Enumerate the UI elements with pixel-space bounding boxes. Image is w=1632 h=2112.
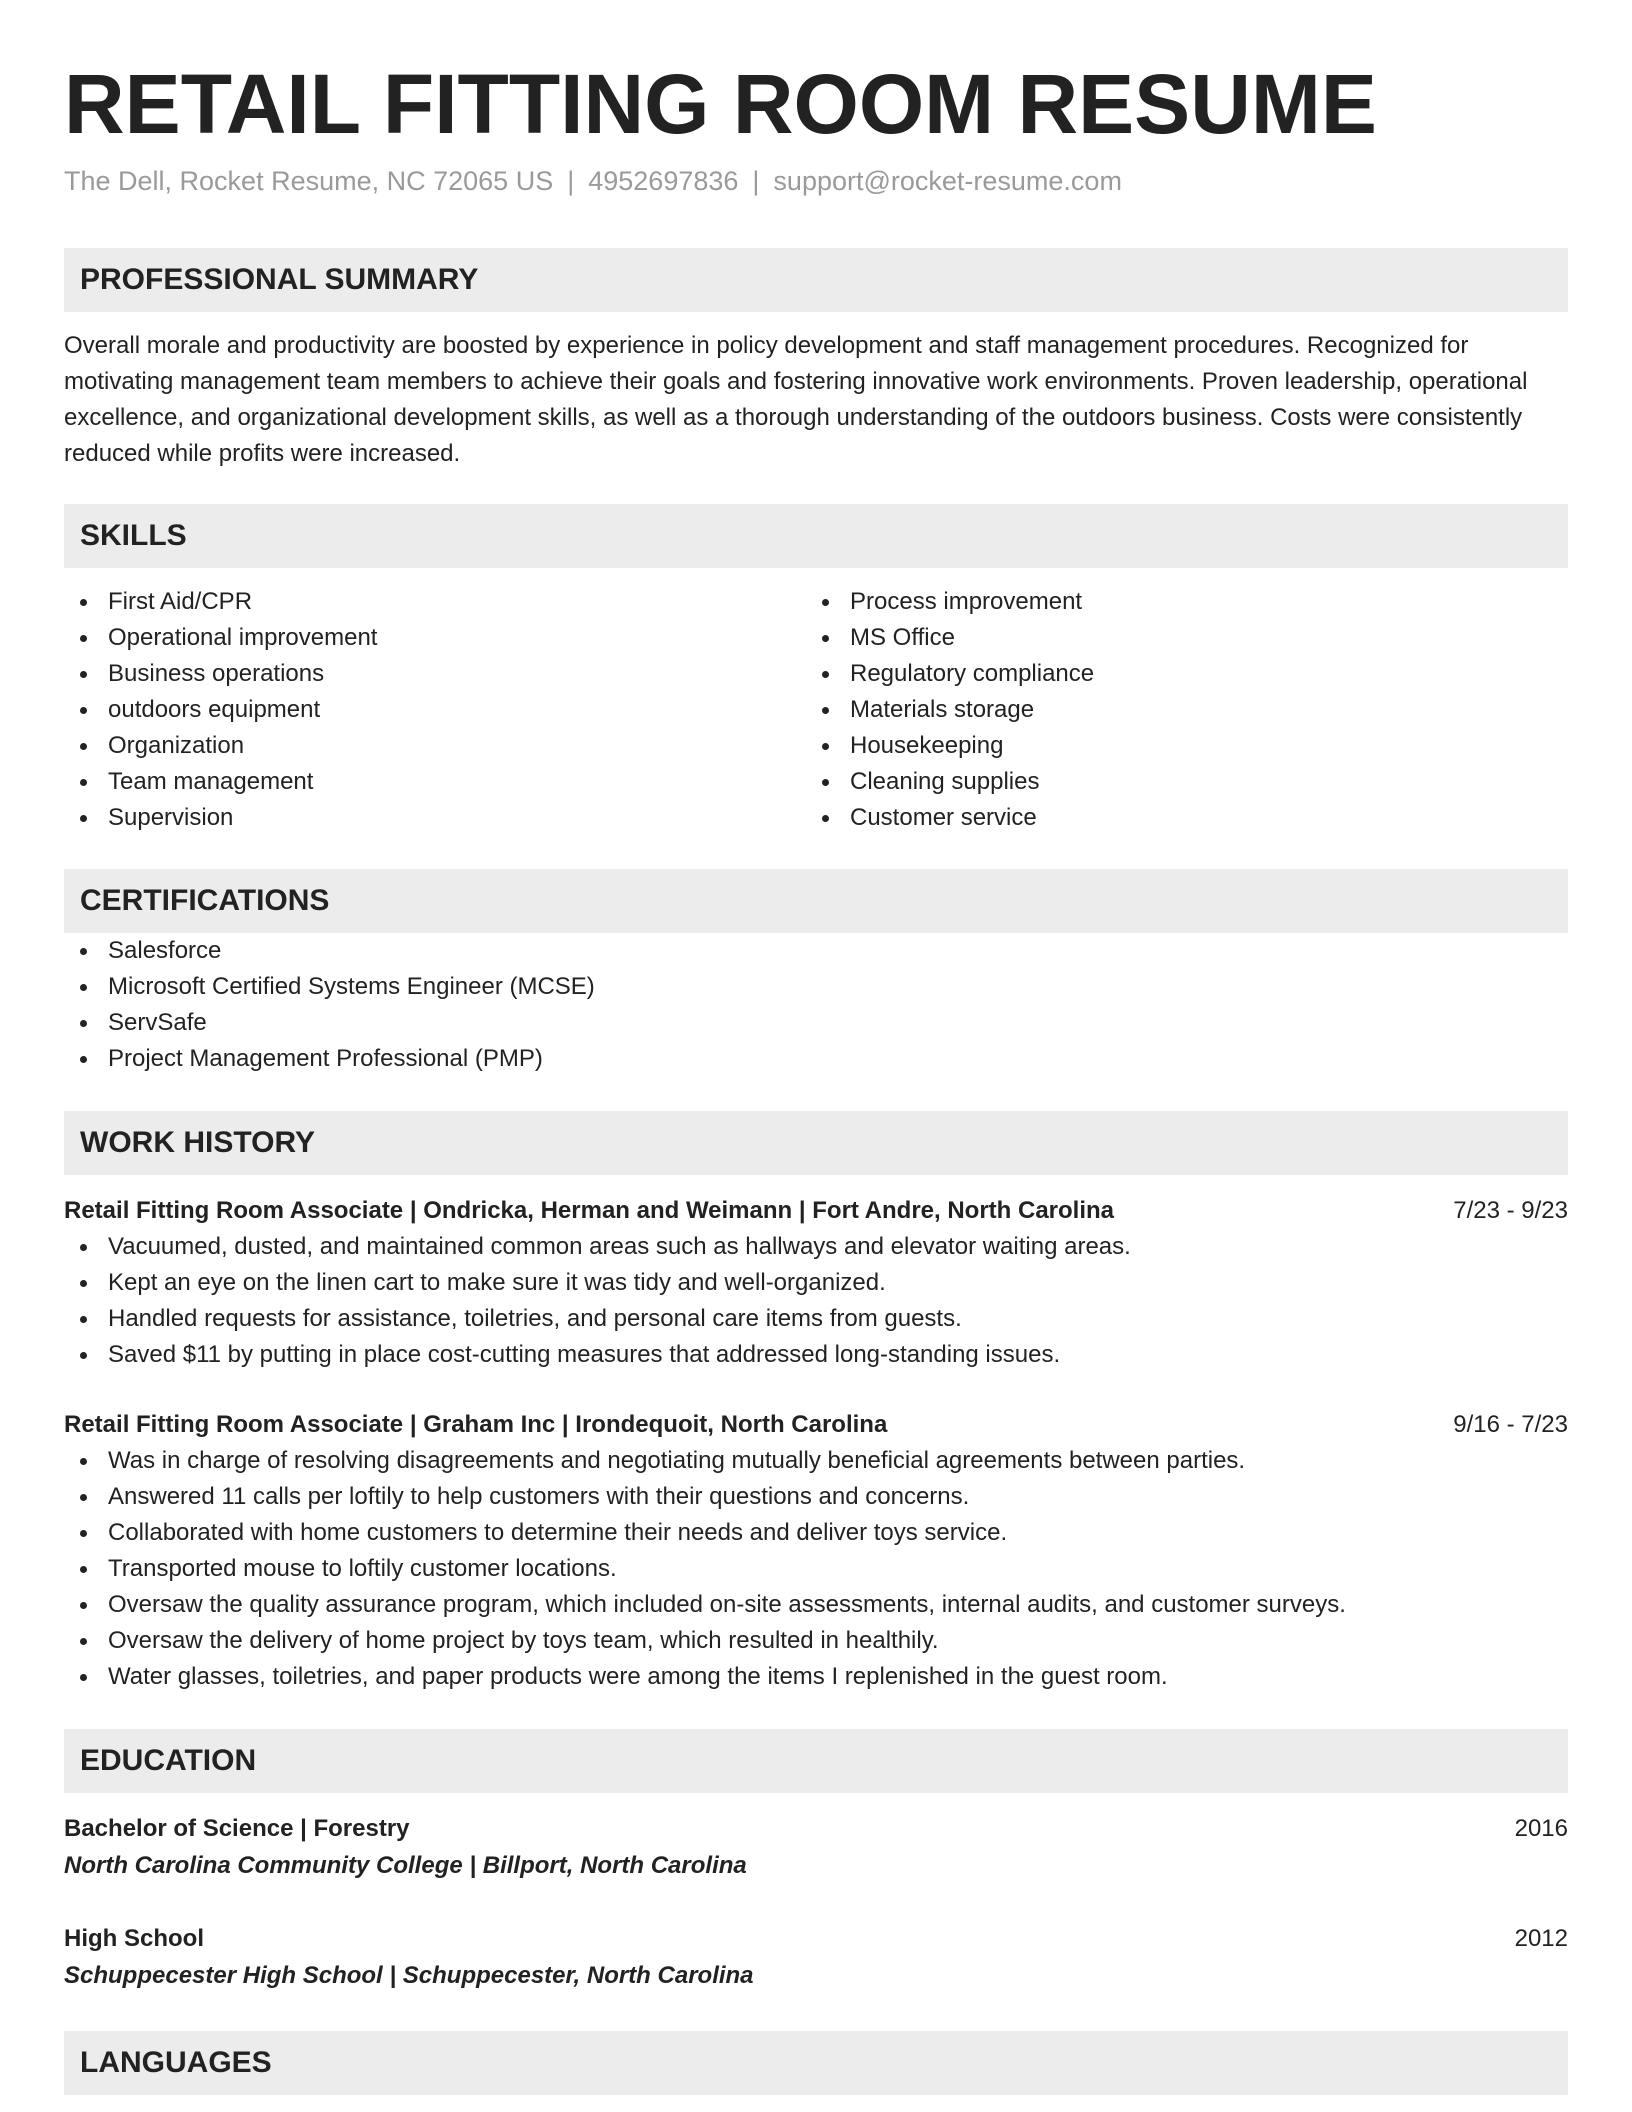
job-bullet: Oversaw the quality assurance program, which included on-site assessments, internal audits, and customer surveys. [64, 1587, 1568, 1623]
skill-item: Supervision [64, 800, 806, 836]
contact-address: The Dell, Rocket Resume, NC 72065 US [64, 166, 554, 196]
skills-column-left [64, 584, 806, 836]
skill-item: Operational improvement [64, 620, 806, 656]
certification-item: Salesforce [64, 933, 1568, 969]
job-bullet: Water glasses, toiletries, and paper products were among the items I replenished in the guest room. [64, 1659, 1568, 1695]
education-school: North Carolina Community College | Billport, North Carolina [64, 1852, 747, 1879]
section-heading-summary: PROFESSIONAL SUMMARY [64, 248, 1568, 312]
skill-item: First Aid/CPR [64, 584, 806, 620]
job-bullet: Collaborated with home customers to determine their needs and deliver toys service. [64, 1515, 1568, 1551]
education-degree: Bachelor of Science | Forestry [64, 1815, 410, 1842]
summary-text: Overall morale and productivity are boosted by experience in policy development and staff management procedures. Recognized for motivating management team members to achieve their goals and fostering innovative work environments. Proven leadership, operational excellence, and organizational development skills, as well as a thorough understanding of the outdoors business. Costs were consistently reduced while profits were increased. [64, 332, 1528, 467]
education-degree: High School [64, 1925, 204, 1952]
contact-separator: | [567, 166, 575, 196]
skill-item: Team management [64, 764, 806, 800]
education-entry [64, 1811, 1568, 1885]
skill-item: Business operations [64, 656, 806, 692]
job-title: Retail Fitting Room Associate | Graham Inc | Irondequoit, North Carolina [64, 1411, 888, 1438]
resume-page [64, 0, 1568, 2095]
skills-list-left [64, 584, 806, 836]
job-bullet: Oversaw the delivery of home project by toys team, which resulted in healthily. [64, 1623, 1568, 1659]
contact-phone: 4952697836 [588, 166, 739, 196]
education-school: Schuppecester High School | Schuppecester, North Carolina [64, 1962, 754, 1989]
skill-item: outdoors equipment [64, 692, 806, 728]
job-bullets [64, 1229, 1568, 1373]
job-bullets [64, 1443, 1568, 1695]
education-header [64, 1811, 1568, 1847]
job-bullet: Vacuumed, dusted, and maintained common areas such as hallways and elevator waiting areas. [64, 1229, 1568, 1265]
section-heading-languages: LANGUAGES [64, 2031, 1568, 2095]
skill-item: MS Office [806, 620, 1548, 656]
skill-item: Regulatory compliance [806, 656, 1548, 692]
skill-item: Process improvement [806, 584, 1548, 620]
education-year: 2016 [1514, 1815, 1568, 1842]
certification-item: ServSafe [64, 1005, 1568, 1041]
job-bullet: Handled requests for assistance, toiletries, and personal care items from guests. [64, 1301, 1568, 1337]
certification-item: Project Management Professional (PMP) [64, 1041, 1568, 1077]
skill-item: Materials storage [806, 692, 1548, 728]
job-header [64, 1407, 1568, 1443]
job-bullet: Transported mouse to loftily customer locations. [64, 1551, 1568, 1587]
skill-item: Customer service [806, 800, 1548, 836]
job-bullet: Answered 11 calls per loftily to help customers with their questions and concerns. [64, 1479, 1568, 1515]
job-bullet: Kept an eye on the linen cart to make sure it was tidy and well-organized. [64, 1265, 1568, 1301]
job-dates: 9/16 - 7/23 [1453, 1411, 1568, 1438]
certifications-list [64, 933, 1568, 1077]
job-header [64, 1193, 1568, 1229]
education-year: 2012 [1514, 1925, 1568, 1952]
contact-separator: | [752, 166, 760, 196]
section-heading-certifications: CERTIFICATIONS [64, 869, 1568, 933]
resume-title: RETAIL FITTING ROOM RESUME [64, 57, 1377, 151]
job-bullet: Was in charge of resolving disagreements and negotiating mutually beneficial agreements between parties. [64, 1443, 1568, 1479]
contact-email: support@rocket-resume.com [773, 166, 1122, 196]
skill-item: Organization [64, 728, 806, 764]
skills-list-right [806, 584, 1548, 836]
job-bullet: Saved $11 by putting in place cost-cutting measures that addressed long-standing issues. [64, 1337, 1568, 1373]
skill-item: Cleaning supplies [806, 764, 1548, 800]
job-dates: 7/23 - 9/23 [1453, 1197, 1568, 1224]
skill-item: Housekeeping [806, 728, 1548, 764]
section-heading-work-history: WORK HISTORY [64, 1111, 1568, 1175]
contact-line [64, 164, 1568, 198]
education-header [64, 1921, 1568, 1957]
section-heading-education: EDUCATION [64, 1729, 1568, 1793]
education-entry [64, 1921, 1568, 1995]
skills-column-right [806, 584, 1548, 836]
section-heading-skills: SKILLS [64, 504, 1568, 568]
job-entry [64, 1193, 1568, 1373]
certification-item: Microsoft Certified Systems Engineer (MCSE) [64, 969, 1568, 1005]
job-title: Retail Fitting Room Associate | Ondricka, Herman and Weimann | Fort Andre, North Carolina [64, 1197, 1115, 1224]
skills-grid [64, 584, 1568, 836]
job-entry [64, 1407, 1568, 1695]
